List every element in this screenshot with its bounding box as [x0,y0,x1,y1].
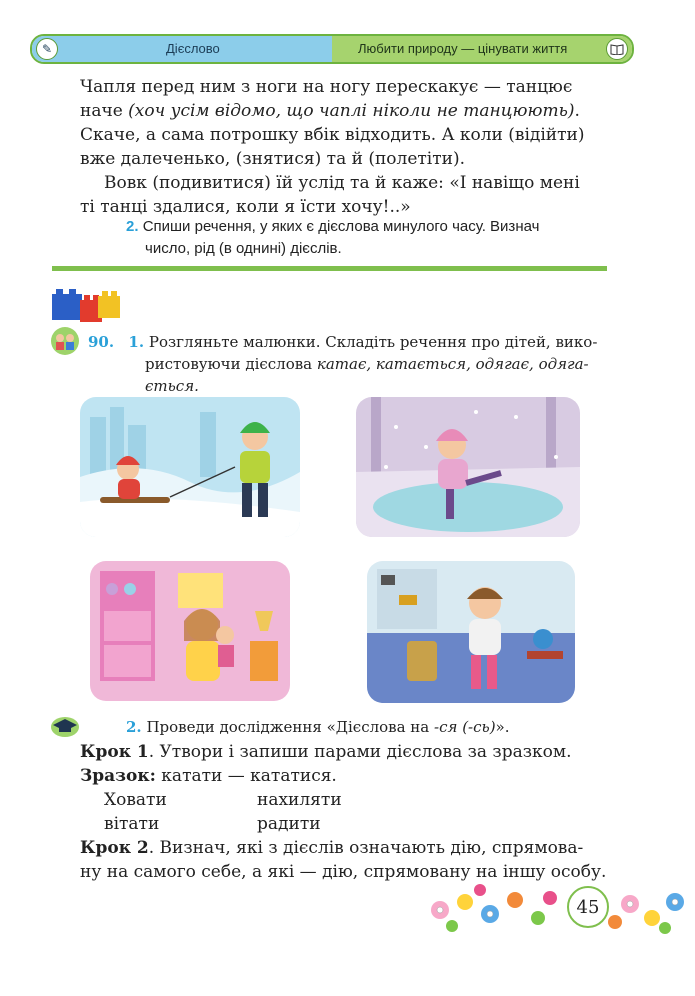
task-number: 2. [126,218,139,235]
text: . [574,101,580,121]
header-section-right [332,36,632,62]
lego-blocks-icon [50,288,122,324]
research-line [126,716,510,738]
graduation-cap-icon [50,714,80,738]
text: Спиши речення, у яких є дієслова минулого часу. Визнач [142,218,540,235]
text: катати — кататися. [155,766,337,786]
text: . Утвори і запиши парами дієслова за зразком. [148,742,572,762]
flowers-decoration [420,880,695,940]
step-2-line: ну на самого себе, а які — дію, спрямовану на іншу особу. [80,862,607,882]
passage-line: Скаче, а сама потрошку вбік відходить. А коли (відійти) [80,125,585,145]
exercise-number: 90. [88,333,115,351]
task-2-line [126,216,539,238]
italic-text: катає, катається, одягає, одяга- [316,355,589,373]
passage-line: Вовк (подивитися) їй услід та й каже: «І навіщо мені [104,173,580,193]
task-2-line: число, рід (в однині) дієслів. [145,240,342,257]
section-divider [52,266,607,271]
exercise-90-line [145,353,589,375]
text: ристовуючи дієслова [145,355,317,373]
word-right: радити [257,814,321,834]
step-2 [80,836,583,860]
word-right: нахиляти [257,790,342,810]
word-left: вітати [104,814,160,834]
text: . Визнач, які з дієслів означають дію, спрямова- [148,838,584,858]
pair-work-icon [50,326,80,356]
pencil-icon: ✎ [36,38,58,60]
illustration-girl-dressing-doll [90,561,290,701]
header-right-title: Любити природу — цінувати життя [358,41,568,56]
text: Проведи дослідження «Дієслова на [146,718,435,736]
passage-line: ті танці здалися, коли я їсти хочу!..» [80,197,411,217]
illustration-boy-dressing [367,561,575,703]
text: наче [80,101,129,121]
task-number: 2. [126,718,142,736]
header-left-title: Дієслово [166,41,220,56]
sample-line [80,764,337,788]
header-section-left [32,36,332,62]
step-label: Крок 1 [80,742,149,762]
exercise-90-line: ється. [145,377,199,395]
page-number: 45 [567,886,609,928]
text: Розгляньте малюнки. Складіть речення про дітей, вико- [148,333,598,351]
italic-text: -ся (-сь) [434,718,496,736]
italic-text: (хоч усім відомо, що чаплі ніколи не танцюють) [128,101,575,121]
page-header [30,34,634,64]
task-number: 1. [128,333,145,351]
step-label: Крок 2 [80,838,149,858]
passage-line [80,99,580,123]
exercise-90-line [88,331,597,353]
sample-label: Зразок: [80,766,156,786]
step-1 [80,740,571,764]
illustration-sledding [80,397,300,537]
word-left: Ховати [104,790,167,810]
passage-line: Чапля перед ним з ноги на ногу перескакує — танцює [80,77,573,97]
passage-line: вже далеченько, (знятися) та й (полетіти). [80,149,466,169]
illustration-skating [356,397,580,537]
book-icon [606,38,628,60]
text: ». [495,718,510,736]
